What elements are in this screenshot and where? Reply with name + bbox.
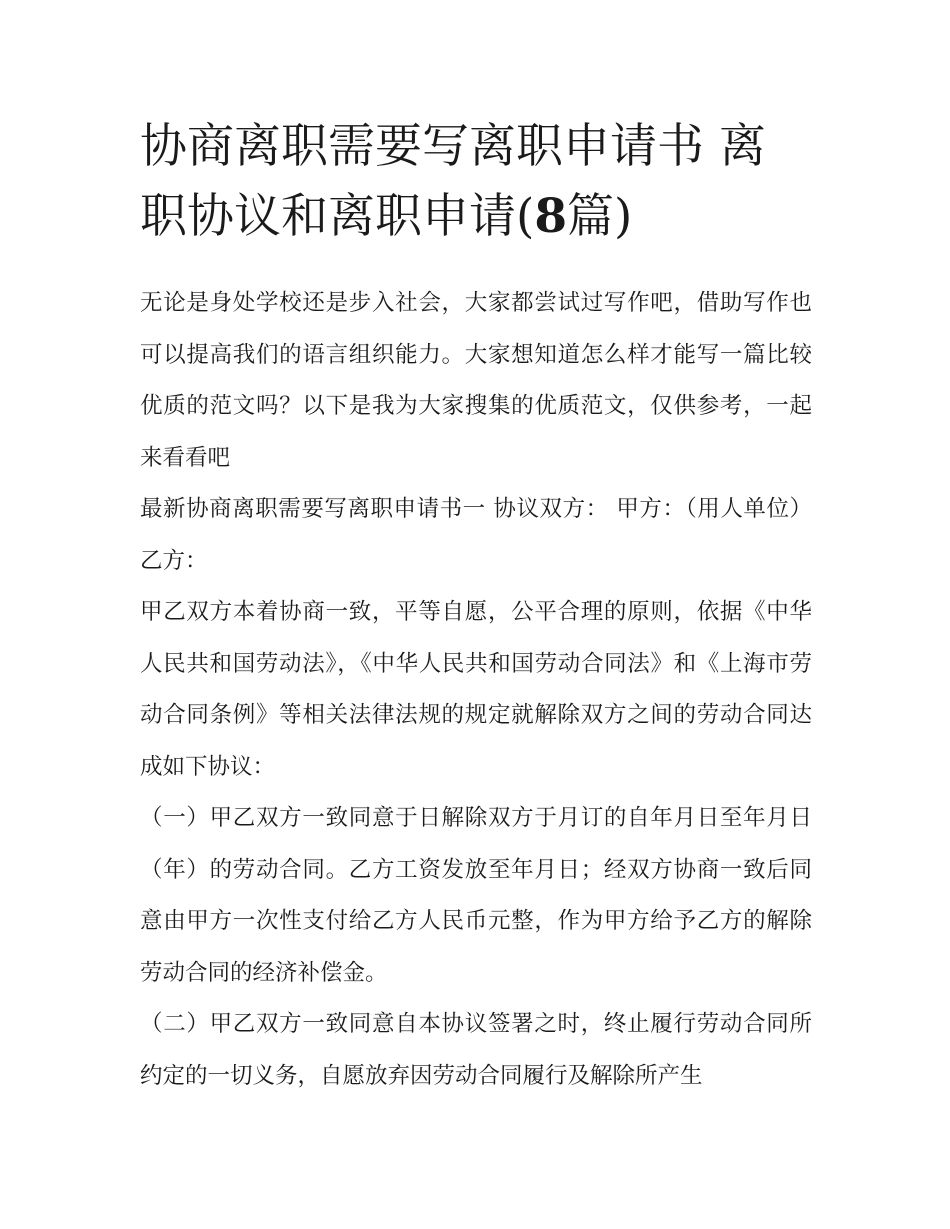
document-body	[140, 278, 812, 1102]
paragraph-clause-2: （二）甲乙双方一致同意自本协议签署之时，终止履行劳动合同所约定的一切义务，自愿放弃因劳动合同履行及解除所产生	[140, 1011, 812, 1089]
paragraph-basis: 甲乙双方本着协商一致，平等自愿，公平合理的原则，依据《中华人民共和国劳动法》，《中华人民共和国劳动合同法》和《上海市劳动合同条例》等相关法律法规的规定就解除双方之间的劳动合同达成如下协议：	[140, 599, 812, 780]
paragraph-clause-1: （一）甲乙双方一致同意于日解除双方于月订的自年月日至年月日（年）的劳动合同。乙方工资发放至年月日；经双方协商一致后同意由甲方一次性支付给乙方人民币元整，作为甲方给予乙方的解除劳动合同的经济补偿金。	[140, 805, 812, 986]
paragraph-parties: 最新协商离职需要写离职申请书一 协议双方： 甲方：（用人单位） 乙方：	[140, 496, 812, 574]
paragraph-intro: 无论是身处学校还是步入社会，大家都尝试过写作吧，借助写作也可以提高我们的语言组织能力。大家想知道怎么样才能写一篇比较优质的范文吗？以下是我为大家搜集的优质范文，仅供参考，一起来看看吧	[140, 290, 812, 471]
document-title: 协商离职需要写离职申请书 离职协议和离职申请(8篇)	[140, 119, 766, 244]
document-page	[140, 112, 812, 1102]
